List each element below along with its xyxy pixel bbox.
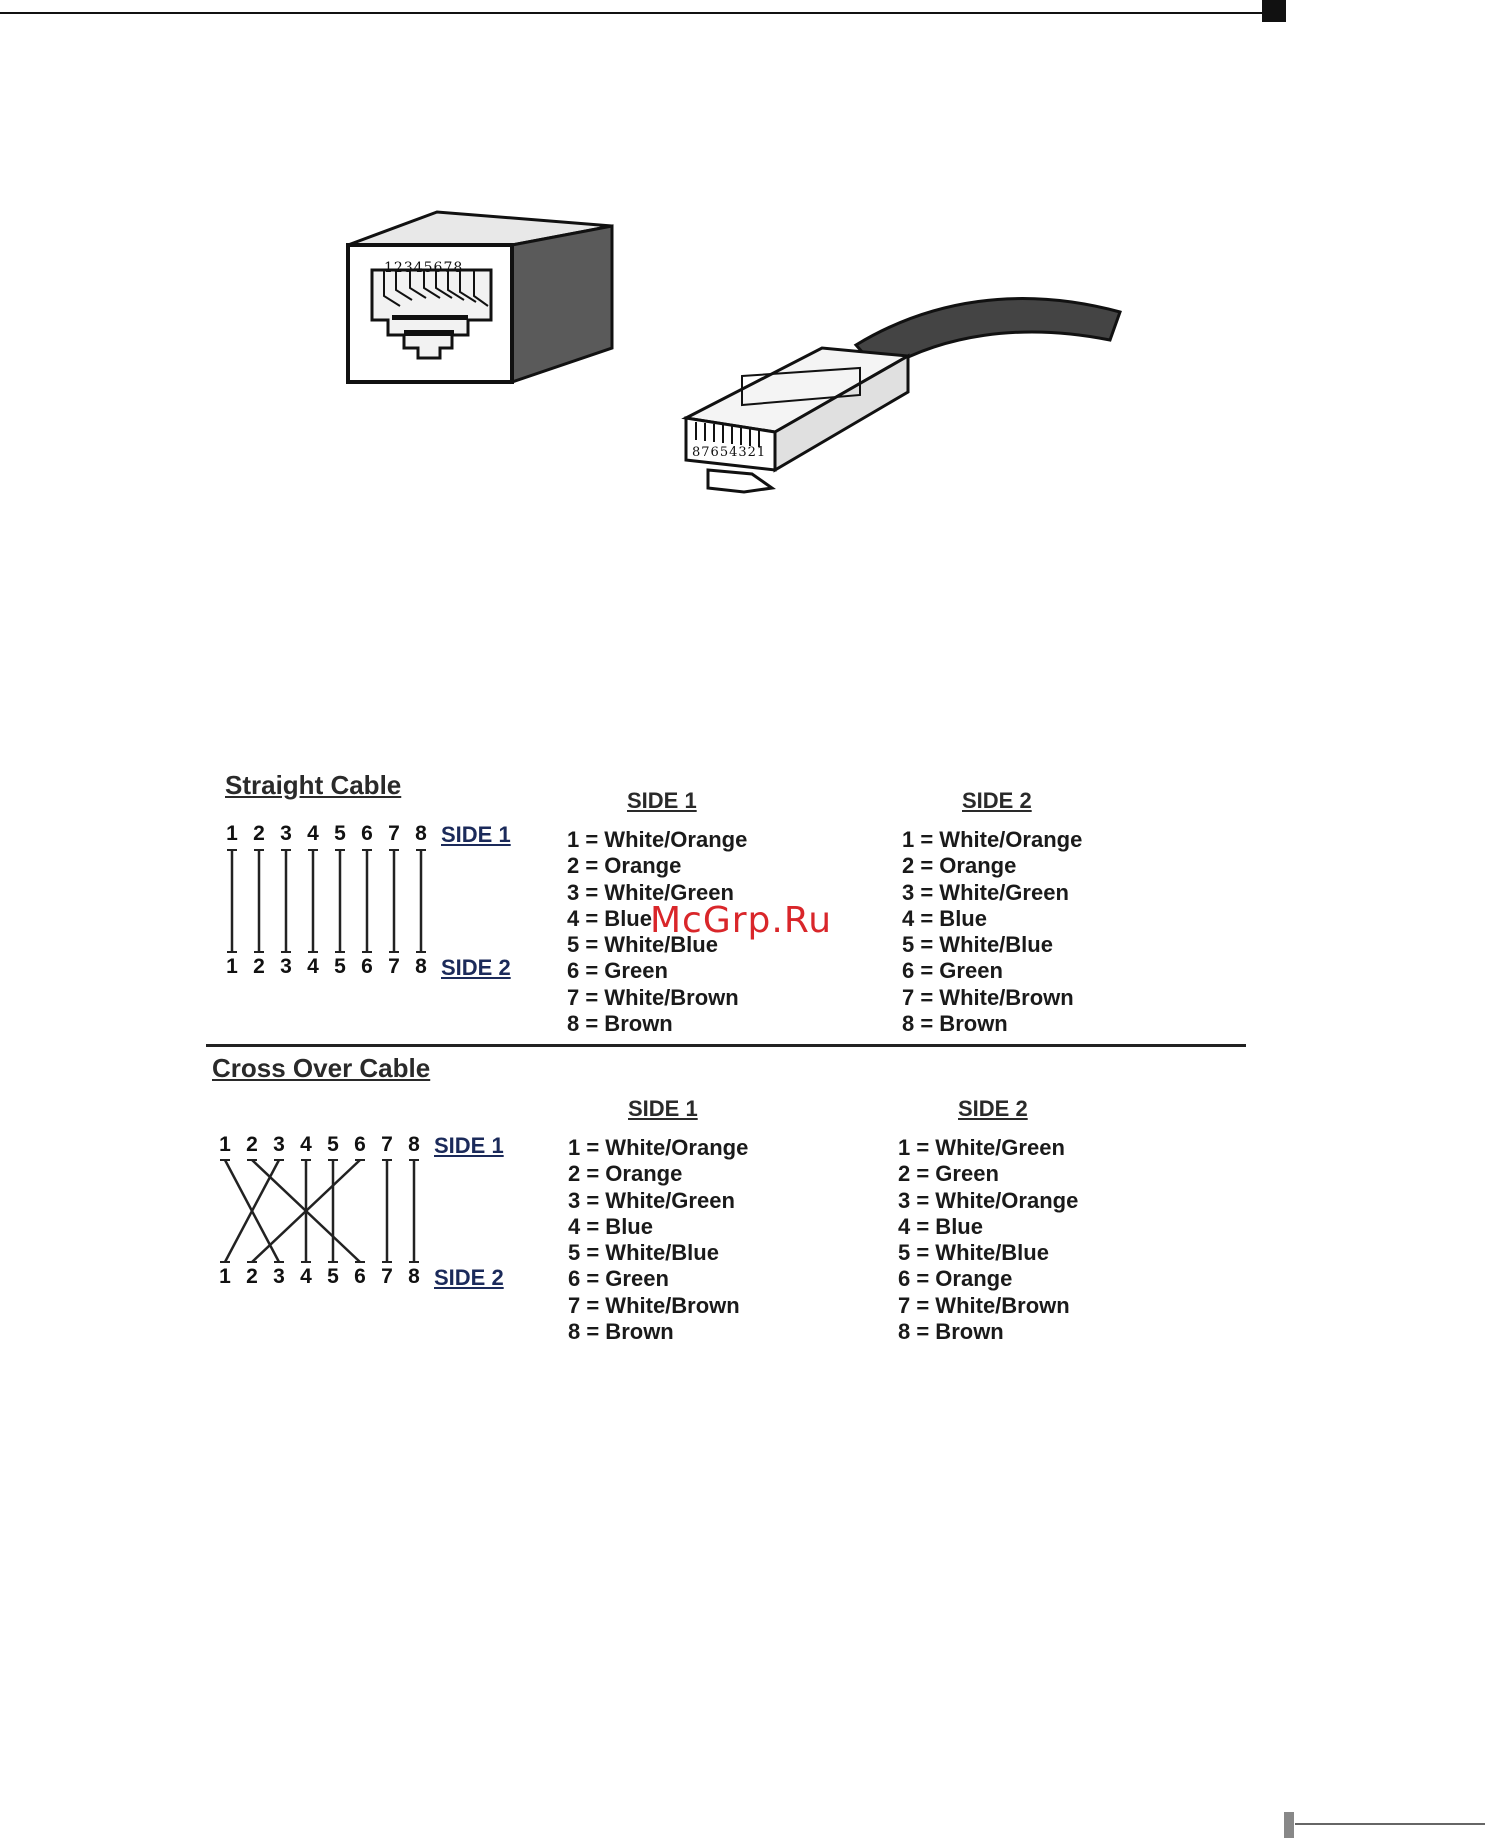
crossover-side1-list <box>568 1135 748 1345</box>
crossover-diagram-side2-label: SIDE 2 <box>434 1265 504 1290</box>
rj45-jack-icon <box>348 212 612 382</box>
plug-pin-numbers: 87654321 <box>692 445 767 460</box>
pin-number: 8 <box>415 955 427 978</box>
pin-number: 3 <box>273 1265 285 1288</box>
pin-number: 4 <box>307 822 319 845</box>
pin-number: 7 <box>388 955 400 978</box>
pin-number: 7 <box>381 1265 393 1288</box>
list-item: 2 = Green <box>898 1161 999 1187</box>
list-item: 2 = Orange <box>902 853 1017 879</box>
pin-number: 7 <box>388 822 400 845</box>
list-item: 6 = Orange <box>898 1266 1013 1292</box>
bottom-rule <box>1295 1823 1485 1825</box>
list-item: 4 = Blue <box>902 905 987 931</box>
list-item: 5 = White/Blue <box>902 932 1053 958</box>
list-item: 5 = White/Blue <box>567 932 718 958</box>
pin-number: 6 <box>361 822 373 845</box>
pin-number: 4 <box>307 955 319 978</box>
list-item: 4 = Blue <box>568 1213 653 1239</box>
list-item: 6 = Green <box>568 1266 669 1292</box>
list-item: 3 = White/Green <box>568 1187 735 1213</box>
pin-number: 3 <box>280 822 292 845</box>
pin-number: 2 <box>253 955 265 978</box>
list-item: 1 = White/Orange <box>567 827 748 852</box>
pin-number: 1 <box>226 822 238 845</box>
pin-number: 3 <box>273 1133 285 1156</box>
jack-pin-numbers: 12345678 <box>384 260 464 276</box>
list-item: 8 = Brown <box>902 1011 1008 1037</box>
pin-number: 2 <box>246 1265 258 1288</box>
pin-number: 2 <box>253 822 265 845</box>
list-item: 1 = White/Orange <box>568 1135 749 1160</box>
crossover-side2-header: SIDE 2 <box>958 1096 1028 1121</box>
list-item: 7 = White/Brown <box>902 984 1074 1010</box>
section-divider <box>206 1044 1246 1047</box>
crossover-wiring-diagram <box>213 1158 429 1268</box>
list-item: 2 = Orange <box>567 853 682 879</box>
straight-diagram-side1-label: SIDE 1 <box>441 822 511 847</box>
pin-number: 1 <box>219 1133 231 1156</box>
list-item: 3 = White/Green <box>902 879 1069 905</box>
straight-wiring-diagram <box>220 848 436 958</box>
pin-number: 5 <box>334 955 346 978</box>
list-item: 8 = Brown <box>567 1011 673 1037</box>
pin-number: 4 <box>300 1265 312 1288</box>
pin-number: 6 <box>354 1265 366 1288</box>
list-item: 8 = Brown <box>568 1319 674 1345</box>
pin-number: 5 <box>327 1265 339 1288</box>
list-item: 5 = White/Blue <box>898 1240 1049 1266</box>
pin-number: 7 <box>381 1133 393 1156</box>
list-item: 5 = White/Blue <box>568 1240 719 1266</box>
pin-number: 6 <box>354 1133 366 1156</box>
list-item: 2 = Orange <box>568 1161 683 1187</box>
pin-number: 6 <box>361 955 373 978</box>
list-item: 6 = Green <box>567 958 668 984</box>
list-item: 6 = Green <box>902 958 1003 984</box>
crossover-cable-heading: Cross Over Cable <box>212 1053 431 1083</box>
list-item: 4 = Blue <box>898 1213 983 1239</box>
pin-number: 4 <box>300 1133 312 1156</box>
crossover-side1-header: SIDE 1 <box>628 1096 698 1121</box>
page-corner-marker-bottom <box>1284 1812 1294 1838</box>
crossover-side2-list <box>898 1135 1078 1345</box>
pin-number: 5 <box>334 822 346 845</box>
straight-cable-heading: Straight Cable <box>225 770 402 800</box>
list-item: 3 = White/Orange <box>898 1187 1079 1213</box>
list-item: 7 = White/Brown <box>898 1292 1070 1318</box>
list-item: 7 = White/Brown <box>567 984 739 1010</box>
rj45-illustration <box>0 0 1485 520</box>
pin-number: 8 <box>408 1133 420 1156</box>
straight-diagram-side2-label: SIDE 2 <box>441 955 511 980</box>
list-item: 1 = White/Orange <box>902 827 1083 852</box>
pin-number: 8 <box>408 1265 420 1288</box>
rj45-plug-icon <box>686 299 1120 492</box>
straight-side1-header: SIDE 1 <box>627 788 697 813</box>
list-item: 8 = Brown <box>898 1319 1004 1345</box>
list-item: 4 = Blue <box>567 905 652 931</box>
straight-side2-list <box>902 827 1082 1037</box>
pin-number: 3 <box>280 955 292 978</box>
pin-number: 1 <box>219 1265 231 1288</box>
pin-number: 1 <box>226 955 238 978</box>
pin-number: 8 <box>415 822 427 845</box>
list-item: 1 = White/Green <box>898 1135 1065 1160</box>
list-item: 3 = White/Green <box>567 879 734 905</box>
list-item: 7 = White/Brown <box>568 1292 740 1318</box>
straight-side2-header: SIDE 2 <box>962 788 1032 813</box>
pin-number: 2 <box>246 1133 258 1156</box>
pin-number: 5 <box>327 1133 339 1156</box>
crossover-diagram-side1-label: SIDE 1 <box>434 1133 504 1158</box>
watermark-text: McGrp.Ru <box>650 900 833 941</box>
